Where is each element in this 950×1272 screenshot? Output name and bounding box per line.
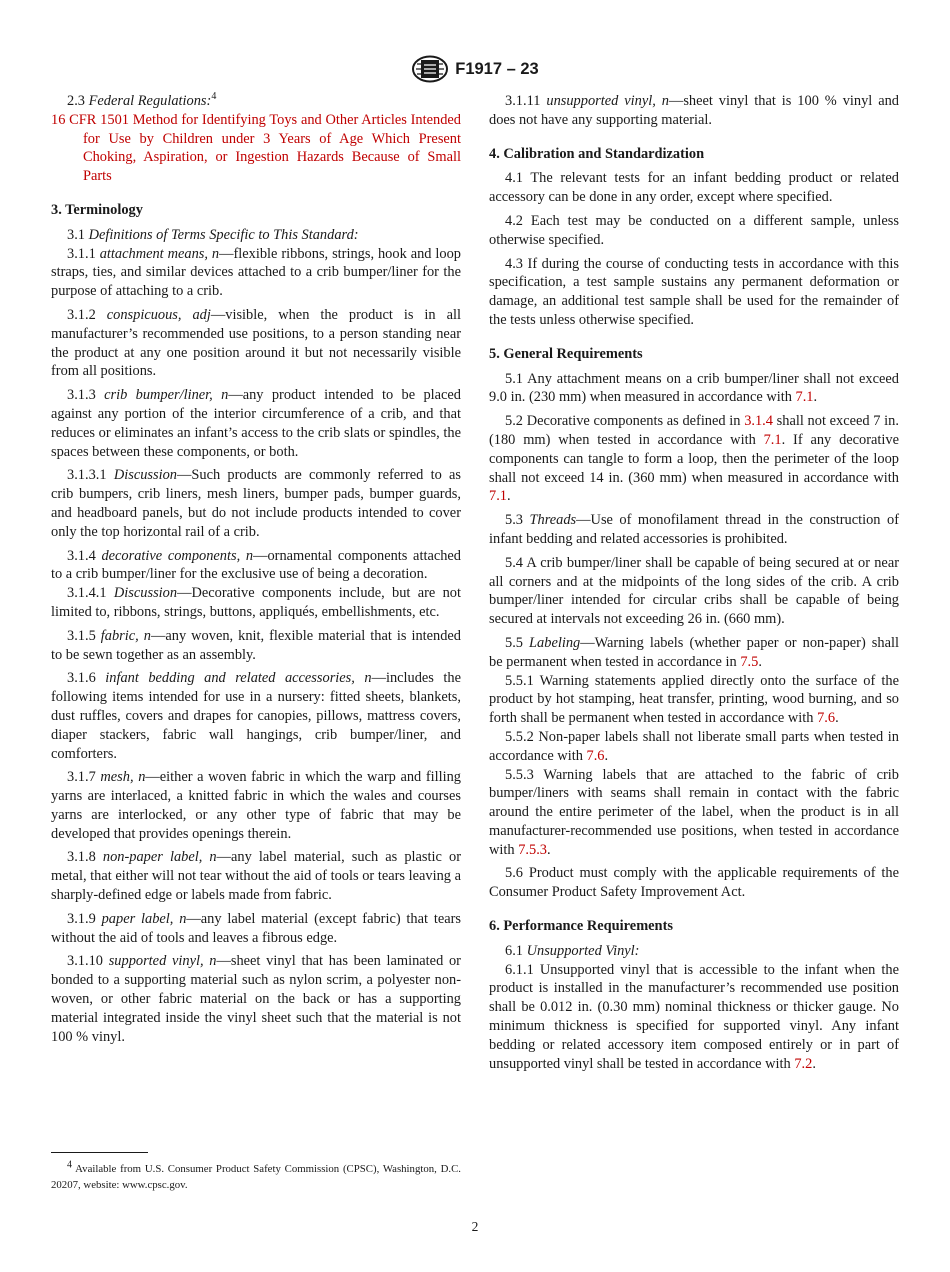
section-5-4: 5.4 A crib bumper/liner shall be capable of being secured at or near all corners and at the midpoints of the long sides of the crib. A crib bumper/liner intended for circular cribs shall be capable of being secured at intervals not exceeding 26 in. (660 mm).: [489, 554, 899, 628]
page-header: [0, 55, 950, 85]
section-3-1-3-1: 3.1.3.1 Discussion—Such products are commonly referred to as crib bumpers, crib liners, mesh liners, bumper pads, bumper guards, and headboard panels, but do not include products intended to cover only the top horizontal rail of a crib.: [51, 467, 461, 540]
section-6-1-1: 6.1.1 Unsupported vinyl that is accessible to the infant when the product is installed in the manufacturer’s recommended use position shall be 0.012 in. (0.30 mm) nominal thickness or thicker gauge. No minimum thickness is specified for supported vinyl. Any infant bedding or related accessory item composed entirely or in part of unsupported vinyl shall be tested in accordance with 7.2.: [489, 961, 899, 1072]
footnote-divider: [51, 1152, 148, 1153]
ref-7-2-link[interactable]: 7.2: [794, 1055, 813, 1072]
section-5-5-1: 5.5.1 Warning statements applied directly onto the surface of the product by hot stamping, heat transfer, printing, wood burning, and so forth shall be permanent when tested in accordance with 7.6.: [489, 672, 899, 727]
section-6-1: 6.1 Unsupported Vinyl:: [505, 942, 640, 959]
cfr-number-link[interactable]: 16 CFR 1501: [51, 111, 129, 128]
section-3-1-4-1: 3.1.4.1 Discussion—Decorative components include, but are not limited to, ribbons, strings, buttons, appliqués, embellishments, etc.: [51, 585, 462, 620]
ref-7-1-link[interactable]: 7.1: [763, 431, 782, 448]
document-code: F1917 – 23: [455, 59, 539, 78]
astm-logo-icon: [411, 55, 449, 83]
section-4-1: 4.1 The relevant tests for an infant bedding product or related accessory can be done in any order, except where specified.: [489, 170, 899, 206]
section-4-heading: 4. Calibration and Standardization: [489, 145, 705, 162]
section-5-5-2: 5.5.2 Non-paper labels shall not liberate small parts when tested in accordance with 7.6.: [489, 728, 899, 764]
section-5-5-3: 5.5.3 Warning labels that are attached to the fabric of crib bumper/liners with seams shall remain in contact with the fabric around the entire perimeter of the label, when the product is in all manufacturer-recommended use positions, when tested in accordance with 7.5.3.: [489, 766, 899, 858]
cfr-reference[interactable]: [51, 111, 461, 186]
ref-7-1-link[interactable]: 7.1: [489, 488, 507, 505]
ref-7-5-link[interactable]: 7.5: [740, 653, 759, 670]
ref-7-6-link[interactable]: 7.6: [817, 710, 836, 727]
section-3-1: 3.1 Definitions of Terms Specific to This Standard:: [67, 226, 359, 243]
section-3-1-1: 3.1.1 attachment means, n—flexible ribbons, strings, hook and loop straps, ties, and similar devices attached to a crib bumper/liner for the purpose of attaching to a crib.: [51, 245, 461, 300]
ref-7-1-link[interactable]: 7.1: [795, 389, 814, 406]
section-3-1-9: 3.1.9 paper label, n—any label material (except fabric) that tears without the aid of tools and leaves a fibrous edge.: [51, 910, 461, 946]
left-column: [51, 92, 461, 1051]
section-3-1-2: 3.1.2 conspicuous, adj—visible, when the product is in all manufacturer’s recommended use positions, to a person standing near the product at any one position around it but not necessarily visible from all positions.: [51, 306, 461, 380]
section-5-1: 5.1 Any attachment means on a crib bumper/liner shall not exceed 9.0 in. (230 mm) when measured in accordance with 7.1.: [489, 370, 899, 406]
section-6-heading: 6. Performance Requirements: [489, 918, 673, 935]
section-3-1-5: 3.1.5 fabric, n—any woven, knit, flexible material that is intended to be sewn together as an assembly.: [51, 627, 462, 663]
section-3-1-8: 3.1.8 non-paper label, n—any label material, such as plastic or metal, that either will not tear without the aid of tools or tears leaving a sharply-defined edge or labels made from fabric.: [51, 849, 461, 904]
section-5-heading: 5. General Requirements: [489, 345, 643, 362]
footnote: $^4$ Available from U.S. Consumer Product Safety Commission (CPSC), Washington, D.C. 20207, website: www.cpsc.gov.: [51, 1159, 461, 1191]
section-3-1-6: 3.1.6 infant bedding and related accessories, n—includes the following items intended for use in a nursery: fitted sheets, blankets, dust ruffles, covers and drapes for canopies, pillows, mattress covers, diaper stackers, fabric wall hangings, crib bumper/liner, and comforters.: [51, 670, 461, 762]
page-number: 2: [471, 1219, 479, 1234]
section-3-1-10: 3.1.10 supported vinyl, n—sheet vinyl that has been laminated or bonded to a supporting material such as nylon scrim, a polyester non-woven, or other fabric material on the back or has a supporting material integrated inside the vinyl sheet such that the material is not 100 % vinyl.: [51, 953, 461, 1045]
section-5-2: 5.2 Decorative components as defined in 3.1.4 shall not exceed 7 in. (180 mm) when tested in accordance with 7.1. If any decorative components can tangle to form a loop, then the perimeter of the loop shall not exceed 14 in. (360 mm) when measured in accordance with 7.1.: [489, 413, 899, 505]
footnote-marker: 4: [211, 91, 217, 103]
cfr-title-link[interactable]: Method for Identifying Toys and Other Articles Intended for Use by Children under 3 Years of Age Which Present Choking, Aspiration, or Ingestion Hazards Because of Small Parts: [83, 111, 461, 185]
ref-3-1-4-link[interactable]: 3.1.4: [744, 413, 773, 430]
section-4-2: 4.2 Each test may be conducted on a different sample, unless otherwise specified.: [489, 212, 899, 248]
section-3-1-11: 3.1.11 unsupported vinyl, n—sheet vinyl that is 100 % vinyl and does not have any supporting material.: [489, 93, 899, 128]
right-column: [489, 92, 899, 1078]
section-3-1-4: 3.1.4 decorative components, n—ornamental components attached to a crib bumper/liner for the exclusive use of being a decoration.: [51, 547, 461, 583]
section-3-1-3: 3.1.3 crib bumper/liner, n—any product intended to be placed against any portion of the interior circumference of a crib, and that reduces or eliminates an infant’s access to the crib slats or spindles, the spaces between these components, or both.: [51, 387, 462, 460]
ref-7-6-link[interactable]: 7.6: [586, 747, 605, 764]
section-5-6: 5.6 Product must comply with the applicable requirements of the Consumer Product Safety Improvement Act.: [489, 865, 899, 901]
section-4-3: 4.3 If during the course of conducting tests in accordance with this specification, a test sample sustains any permanent deformation or damage, an additional test sample shall be used for the remainder of the tests unless otherwise specified.: [489, 255, 899, 328]
section-5-5: 5.5 Labeling—Warning labels (whether paper or non-paper) shall be permanent when tested in accordance in 7.5.: [489, 634, 899, 670]
section-2-3: 2.3 Federal Regulations:$^4$: [67, 91, 217, 109]
ref-7-5-3-link[interactable]: 7.5.3: [518, 841, 547, 858]
section-3-1-7: 3.1.7 mesh, n—either a woven fabric in which the warp and filling yarns are interlaced, a knitted fabric in which the wales and courses yarns are interlocked, or any other type of fabric that may be developed that provides openings therein.: [51, 769, 462, 842]
section-5-3: 5.3 Threads—Use of monofilament thread in the construction of infant bedding and related accessories is prohibited.: [489, 512, 899, 547]
section-3-heading: 3. Terminology: [51, 201, 143, 218]
